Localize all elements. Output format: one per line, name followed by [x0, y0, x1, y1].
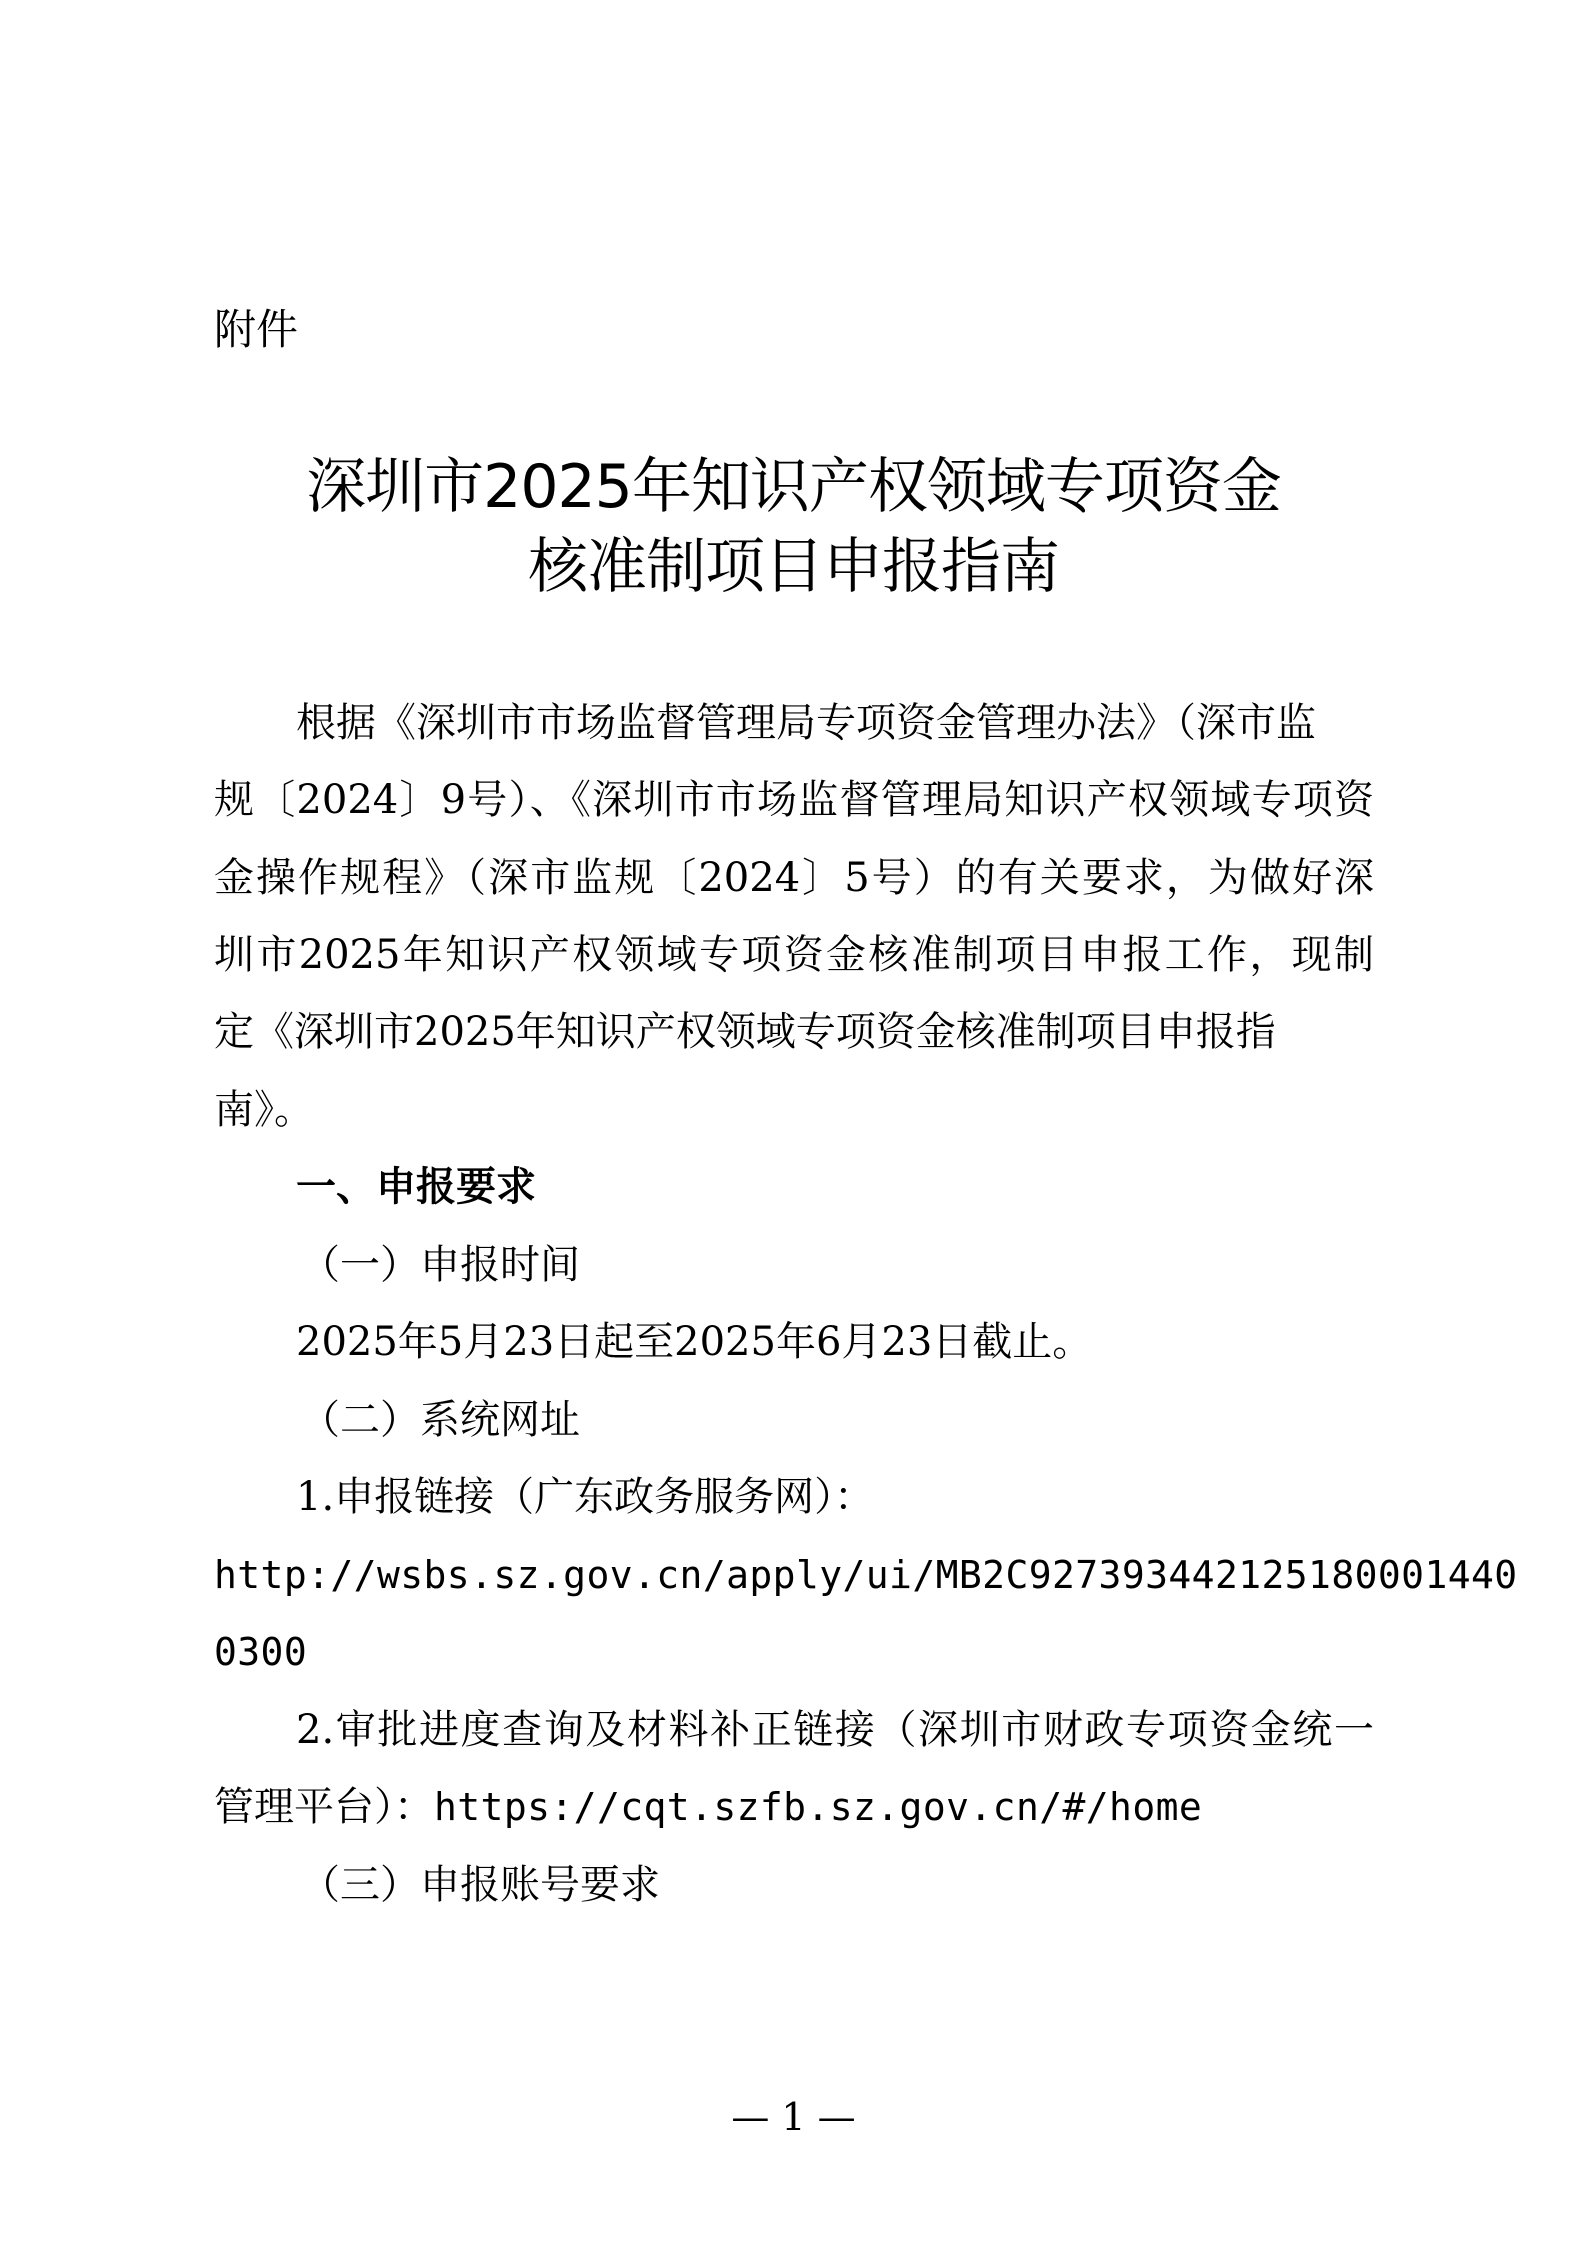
intro-paragraph-line-5: 定《深圳市2025年知识产权领域专项资金核准制项目申报指 [214, 1009, 1276, 1055]
document-title-line-2: 核准制项目申报指南 [528, 532, 1059, 602]
progress-link-url[interactable]: https://cqt.szfb.sz.gov.cn/#/home [434, 1785, 1203, 1829]
progress-link-label-line-1: 2.审批进度查询及材料补正链接（深圳市财政专项资金统一 [296, 1707, 1374, 1753]
intro-paragraph-line-2: 规〔2024〕9号）、《深圳市市场监督管理局知识产权领域专项资 [214, 777, 1374, 823]
subsection-heading-website: （二）系统网址 [300, 1397, 580, 1443]
progress-link-line-2 [214, 1777, 1202, 1837]
apply-link-url-line-2[interactable]: 0300 [214, 1630, 308, 1674]
page-number: — 1 — [731, 2095, 856, 2139]
intro-paragraph-line-1: 根据《深圳市市场监督管理局专项资金管理办法》（深市监 [296, 700, 1316, 746]
document-title-line-1: 深圳市2025年知识产权领域专项资金 [306, 452, 1281, 522]
progress-link-label-line-2: 管理平台）： [214, 1784, 434, 1830]
subsection-heading-account: （三）申报账号要求 [300, 1862, 660, 1908]
intro-paragraph-line-6: 南》。 [214, 1087, 314, 1133]
intro-paragraph-line-4: 圳市2025年知识产权领域专项资金核准制项目申报工作，现制 [214, 932, 1374, 978]
intro-paragraph-line-3: 金操作规程》（深市监规〔2024〕5号）的有关要求，为做好深 [214, 855, 1374, 901]
section-heading-requirements: 一、申报要求 [296, 1164, 536, 1210]
application-period-text: 2025年5月23日起至2025年6月23日截止。 [296, 1319, 1093, 1365]
apply-link-url-line-1[interactable]: http://wsbs.sz.gov.cn/apply/ui/MB2C927393442125180001440 [214, 1553, 1518, 1597]
apply-link-label: 1.申报链接（广东政务服务网）： [296, 1474, 875, 1520]
subsection-heading-time: （一）申报时间 [300, 1242, 580, 1288]
attachment-label: 附件 [214, 305, 299, 354]
